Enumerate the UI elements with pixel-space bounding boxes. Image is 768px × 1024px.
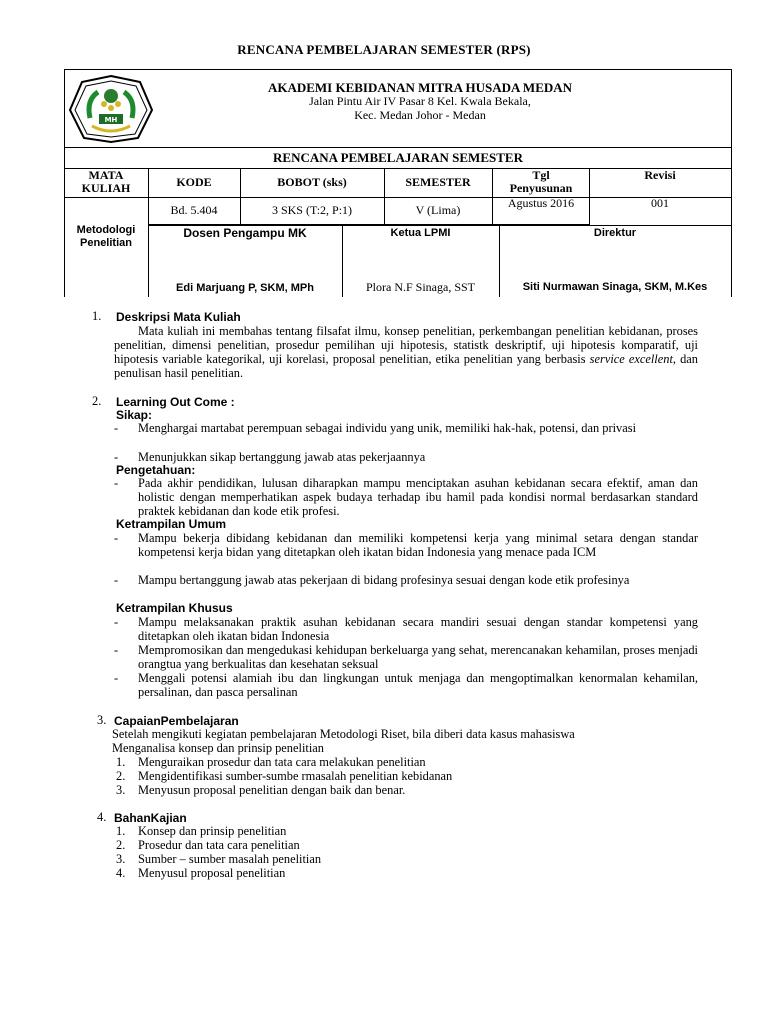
list-number: 2. — [116, 838, 126, 852]
list-number: 4. — [116, 866, 126, 880]
list-item: Mampu bertanggung jawab atas pekerjaan di bidang profesinya sesuai dengan kode etik profesinya — [138, 573, 630, 587]
subheading-ketrampilan-umum: Ketrampilan Umum — [116, 517, 227, 531]
dosen-name: Edi Marjuang P, SKM, MPh — [176, 282, 314, 294]
list-number: 3. — [116, 852, 126, 866]
value-revisi: 001 — [651, 196, 669, 210]
list-item: Mampu bekerja dibidang kebidanan dan memiliki kompetensi kerja yang minimal setara dengan standar kompetensi kerja bidan yang ditetapkan oleh ikatan bidan Indonesia yang menace pada ICM — [138, 531, 698, 559]
subheading-pengetahuan: Pengetahuan: — [116, 463, 196, 477]
section-title: Deskripsi Mata Kuliah — [116, 310, 241, 324]
logo-initials: MH — [104, 116, 118, 124]
dash-marker: - — [114, 476, 119, 490]
list-item: Menggali potensi alamiah ibu dan lingkungan untuk menjaga dan mengoptimalkan kenormalan kehamilan, persalinan, dan pasca persalinan — [138, 671, 698, 699]
section-number: 1. — [92, 309, 102, 323]
list-item: Prosedur dan tata cara penelitian — [138, 838, 300, 852]
list-item: Mempromosikan dan mengedukasi kehidupan berkeluarga yang sehat, merencanakan kehamilan, proses menjadi orangtua yang berkualitas dan kesehatan seksual — [138, 643, 698, 671]
list-number: 1. — [116, 755, 126, 769]
list-number: 3. — [116, 783, 126, 797]
section-number: 2. — [92, 394, 102, 408]
list-item: Konsep dan prinsip penelitian — [138, 824, 287, 838]
section-number: 3. — [97, 713, 107, 727]
subheading-sikap: Sikap: — [116, 408, 153, 422]
list-item: Pada akhir pendidikan, lulusan diharapkan mampu menciptakan asuhan kebidanan secara efektif, aman dan holistic dengan memperhatikan aspek budaya terhadap ibu hamil pada kondisi normal berdasarkan standard praktek kebidanan dan kode etik profesi. — [138, 476, 698, 518]
dash-marker: - — [114, 531, 119, 545]
value-kode: Bd. 5.404 — [170, 203, 218, 217]
list-item: Sumber – sumber masalah penelitian — [138, 852, 322, 866]
list-item: Mengidentifikasi sumber-sumbe rmasalah penelitian kebidanan — [138, 769, 453, 783]
course-name: Metodologi Penelitian — [76, 224, 136, 249]
section-title: BahanKajian — [114, 811, 187, 825]
list-item: Mampu melaksanakan praktik asuhan kebidanan secara mandiri sesuai dengan standar kompetensi yang ditetapkan oleh ikatan bidan Indonesia — [138, 615, 698, 643]
label-revisi: Revisi — [644, 168, 676, 182]
section-number: 4. — [97, 810, 107, 824]
capaian-intro: Setelah mengikuti kegiatan pembelajaran Metodologi Riset, bila diberi data kasus mahasiswa — [112, 727, 575, 741]
list-item: Menguraikan prosedur dan tata cara melakukan penelitian — [138, 755, 426, 769]
deskripsi-paragraph: Mata kuliah ini membahas tentang filsafat ilmu, konsep penelitian, perkembangan penelitian kebidanan, proses penelitian, dimensi penelitian, prosedur pemilihan uji hipotesis, statistk deskriptif, uji hipotesis komparatif, uji hipotesis variable kategorikal, uji korelasi, proposal penelitian, etika penelitian yang berbasis service excellent, dan penulisan hasil penelitian. — [114, 324, 698, 380]
list-item: Menyusun proposal penelitian dengan baik dan benar. — [138, 783, 406, 797]
label-mata-kuliah: MATA KULIAH — [81, 168, 131, 195]
institution-name: AKADEMI KEBIDANAN MITRA HUSADA MEDAN — [267, 80, 573, 95]
list-number: 1. — [116, 824, 126, 838]
ketua-name: Plora N.F Sinaga, SST — [365, 280, 475, 294]
dash-marker: - — [114, 450, 119, 464]
dash-marker: - — [114, 671, 119, 685]
capaian-intro-2: Menganalisa konsep dan prinsip penelitian — [112, 741, 324, 755]
emphasis-service-excellent: service excellent — [589, 352, 673, 366]
institution-address-line2: Kec. Medan Johor - Medan — [354, 108, 486, 122]
dash-marker: - — [114, 643, 119, 657]
label-ketua-lpmi: Ketua LPMI — [390, 227, 451, 239]
section-title: CapaianPembelajaran — [114, 714, 239, 728]
list-number: 2. — [116, 769, 126, 783]
label-semester: SEMESTER — [405, 175, 471, 189]
label-direktur: Direktur — [593, 227, 637, 239]
label-bobot: BOBOT (sks) — [277, 175, 347, 189]
dash-marker: - — [114, 573, 119, 587]
institution-address-line1: Jalan Pintu Air IV Pasar 8 Kel. Kwala Bekala, — [309, 94, 531, 108]
label-tgl-penyusunan: Tgl Penyusunan — [509, 168, 573, 195]
section-title: Learning Out Come : — [116, 395, 235, 409]
document-title: RENCANA PEMBELAJARAN SEMESTER (RPS) — [237, 42, 531, 57]
list-item: Menghargai martabat perempuan sebagai individu yang unik, memiliki hak-hak, potensi, dan privasi — [138, 421, 637, 435]
label-dosen-pengampu: Dosen Pengampu MK — [183, 226, 307, 240]
label-kode: KODE — [176, 175, 212, 189]
institution-logo — [68, 74, 154, 144]
value-tgl: Agustus 2016 — [507, 196, 575, 210]
value-semester: V (Lima) — [415, 203, 461, 217]
dash-marker: - — [114, 421, 119, 435]
list-item: Menyusul proposal penelitian — [138, 866, 286, 880]
list-item: Menunjukkan sikap bertanggung jawab atas pekerjaannya — [138, 450, 426, 464]
value-bobot: 3 SKS (T:2, P:1) — [271, 203, 353, 217]
dash-marker: - — [114, 615, 119, 629]
subheading-ketrampilan-khusus: Ketrampilan Khusus — [116, 601, 233, 615]
direktur-name: Siti Nurmawan Sinaga, SKM, M.Kes — [522, 281, 708, 293]
table-heading: RENCANA PEMBELAJARAN SEMESTER — [273, 150, 523, 165]
